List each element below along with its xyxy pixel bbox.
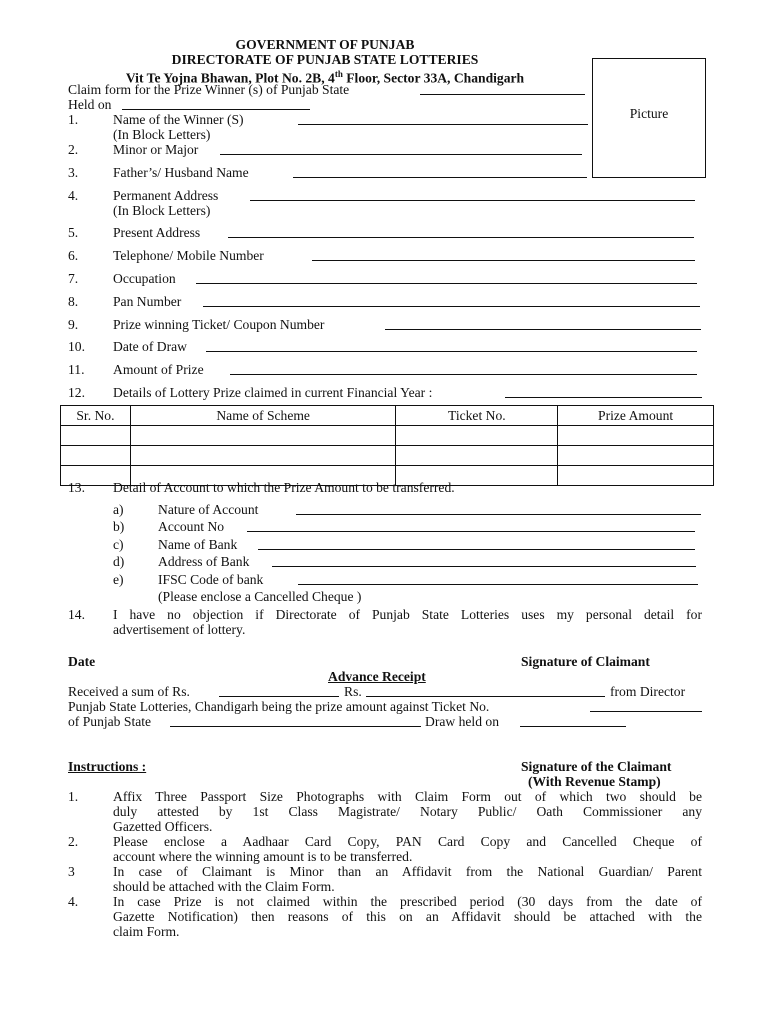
- field-number: 1.: [68, 112, 79, 127]
- header-directorate: DIRECTORATE OF PUNJAB STATE LOTTERIES: [171, 52, 479, 67]
- receipt-from-director: from Director: [610, 684, 686, 699]
- receipt-lottery-field[interactable]: [170, 713, 421, 727]
- field-number: 14.: [68, 607, 85, 622]
- header-government: GOVERNMENT OF PUNJAB: [235, 37, 415, 52]
- instruction-4-line-1: In case Prize is not claimed within the prescribed period (30 days from the date of: [113, 894, 702, 909]
- instruction-1-line-2: duly attested by 1st Class Magistrate/ Notary Public/ Oath Commissioner any: [113, 804, 702, 819]
- table-cell[interactable]: [130, 446, 396, 466]
- objection-line-2: advertisement of lottery.: [113, 622, 246, 637]
- instruction-3-line-2: should be attached with the Claim Form.: [113, 879, 335, 894]
- item-letter: c): [113, 537, 124, 552]
- account-no-field[interactable]: [247, 518, 695, 532]
- field-number: 7.: [68, 271, 79, 286]
- field-number: 5.: [68, 225, 79, 240]
- ticket-number-field[interactable]: [385, 316, 701, 330]
- receipt-punjab-state: of Punjab State: [68, 714, 152, 729]
- telephone-field[interactable]: [312, 247, 695, 261]
- telephone-label: Telephone/ Mobile Number: [113, 248, 264, 263]
- bank-address-label: Address of Bank: [158, 554, 250, 569]
- field-number: 13.: [68, 480, 85, 495]
- father-husband-label: Father’s/ Husband Name: [113, 165, 249, 180]
- table-cell[interactable]: [61, 426, 131, 446]
- receipt-amount-words-field[interactable]: [366, 683, 605, 697]
- instructions-title: Instructions :: [68, 759, 147, 774]
- receipt-draw-date-field[interactable]: [520, 713, 626, 727]
- receipt-rs-label: Rs.: [344, 684, 362, 699]
- block-letters-note: (In Block Letters): [113, 203, 211, 218]
- table-cell[interactable]: [61, 446, 131, 466]
- permanent-address-label: Permanent Address: [113, 188, 219, 203]
- claim-lottery-field[interactable]: [420, 81, 585, 95]
- table-row: [61, 426, 714, 446]
- item-letter: a): [113, 502, 124, 517]
- table-header-row: [61, 406, 714, 426]
- instruction-number: 3: [68, 864, 75, 879]
- item-letter: d): [113, 554, 125, 569]
- amount-prize-field[interactable]: [230, 361, 697, 375]
- prize-table: [60, 405, 714, 486]
- col-prize-amount: Prize Amount: [558, 406, 714, 426]
- col-name-of-scheme: Name of Scheme: [130, 406, 396, 426]
- table-row: [61, 446, 714, 466]
- date-label: Date: [68, 654, 96, 669]
- receipt-line-2: Punjab State Lotteries, Chandigarh being the prize amount against Ticket No.: [68, 699, 490, 714]
- winner-name-label: Name of the Winner (S): [113, 112, 244, 127]
- pan-field[interactable]: [203, 293, 700, 307]
- receipt-ticket-field[interactable]: [590, 698, 702, 712]
- ifsc-label: IFSC Code of bank: [158, 572, 264, 587]
- minor-major-label: Minor or Major: [113, 142, 199, 157]
- table-cell[interactable]: [558, 426, 714, 446]
- amount-prize-label: Amount of Prize: [113, 362, 204, 377]
- instruction-number: 2.: [68, 834, 79, 849]
- receipt-received-label: Received a sum of Rs.: [68, 684, 190, 699]
- date-of-draw-label: Date of Draw: [113, 339, 187, 354]
- lottery-details-field[interactable]: [505, 384, 702, 398]
- claim-line: Claim form for the Prize Winner (s) of Punjab State: [68, 82, 350, 97]
- col-sr-no: Sr. No.: [61, 406, 131, 426]
- picture-label: Picture: [629, 106, 669, 121]
- lottery-details-label: Details of Lottery Prize claimed in current Financial Year :: [113, 385, 433, 400]
- bank-name-label: Name of Bank: [158, 537, 238, 552]
- field-number: 6.: [68, 248, 79, 263]
- instruction-2-line-2: account where the winning amount is to be transferred.: [113, 849, 413, 864]
- bank-name-field[interactable]: [258, 536, 695, 550]
- instruction-2-line-1: Please enclose a Aadhaar Card Copy, PAN Card Copy and Cancelled Cheque of: [113, 834, 702, 849]
- table-cell[interactable]: [130, 426, 396, 446]
- account-title: Detail of Account to which the Prize Amount to be transferred.: [113, 480, 455, 495]
- field-number: 9.: [68, 317, 79, 332]
- block-letters-note: (In Block Letters): [113, 127, 211, 142]
- table-cell[interactable]: [558, 466, 714, 486]
- advance-receipt-title: Advance Receipt: [328, 669, 426, 684]
- pan-label: Pan Number: [113, 294, 182, 309]
- instruction-1-line-1: Affix Three Passport Size Photographs with Claim Form out of which two should be: [113, 789, 702, 804]
- cheque-note: (Please enclose a Cancelled Cheque ): [158, 589, 362, 604]
- table-cell[interactable]: [558, 446, 714, 466]
- held-on-field[interactable]: [122, 96, 310, 110]
- photo-box[interactable]: [592, 58, 706, 178]
- signature-claimant-stamp: Signature of the Claimant: [521, 759, 672, 774]
- nature-account-label: Nature of Account: [158, 502, 259, 517]
- instruction-4-line-2: Gazette Notification) then reasons of this on an Affidavit should be attached with the: [113, 909, 702, 924]
- signature-claimant-label: Signature of Claimant: [521, 654, 650, 669]
- ticket-number-label: Prize winning Ticket/ Coupon Number: [113, 317, 325, 332]
- objection-line-1: I have no objection if Directorate of Punjab State Lotteries uses my personal detail for: [113, 607, 702, 622]
- field-number: 11.: [68, 362, 85, 377]
- held-on-label: Held on: [68, 97, 112, 112]
- table-cell[interactable]: [396, 446, 558, 466]
- instruction-1-line-3: Gazetted Officers.: [113, 819, 213, 834]
- field-number: 2.: [68, 142, 79, 157]
- table-cell[interactable]: [396, 426, 558, 446]
- ifsc-field[interactable]: [298, 571, 698, 585]
- field-number: 4.: [68, 188, 79, 203]
- account-no-label: Account No: [158, 519, 225, 534]
- date-of-draw-field[interactable]: [206, 338, 697, 352]
- minor-major-field[interactable]: [220, 141, 582, 155]
- field-number: 8.: [68, 294, 79, 309]
- present-address-label: Present Address: [113, 225, 201, 240]
- bank-address-field[interactable]: [272, 553, 696, 567]
- header-address: Vit Te Yojna Bhawan, Plot No. 2B, 4th Floor, Sector 33A, Chandigarh: [125, 69, 525, 86]
- item-letter: e): [113, 572, 124, 587]
- occupation-label: Occupation: [113, 271, 176, 286]
- instruction-4-line-3: claim Form.: [113, 924, 180, 939]
- receipt-amount-field[interactable]: [219, 683, 339, 697]
- receipt-draw-held-on: Draw held on: [425, 714, 499, 729]
- revenue-stamp-note: (With Revenue Stamp): [528, 774, 661, 789]
- winner-name-field[interactable]: [298, 111, 588, 125]
- instruction-number: 1.: [68, 789, 79, 804]
- instruction-3-line-1: In case of Claimant is Minor than an Affidavit from the National Guardian/ Parent: [113, 864, 702, 879]
- col-ticket-no: Ticket No.: [396, 406, 558, 426]
- occupation-field[interactable]: [196, 270, 697, 284]
- permanent-address-field[interactable]: [250, 187, 695, 201]
- item-letter: b): [113, 519, 125, 534]
- instruction-number: 4.: [68, 894, 79, 909]
- nature-account-field[interactable]: [296, 501, 701, 515]
- father-husband-field[interactable]: [293, 164, 587, 178]
- present-address-field[interactable]: [228, 224, 694, 238]
- field-number: 3.: [68, 165, 79, 180]
- field-number: 12.: [68, 385, 85, 400]
- field-number: 10.: [68, 339, 85, 354]
